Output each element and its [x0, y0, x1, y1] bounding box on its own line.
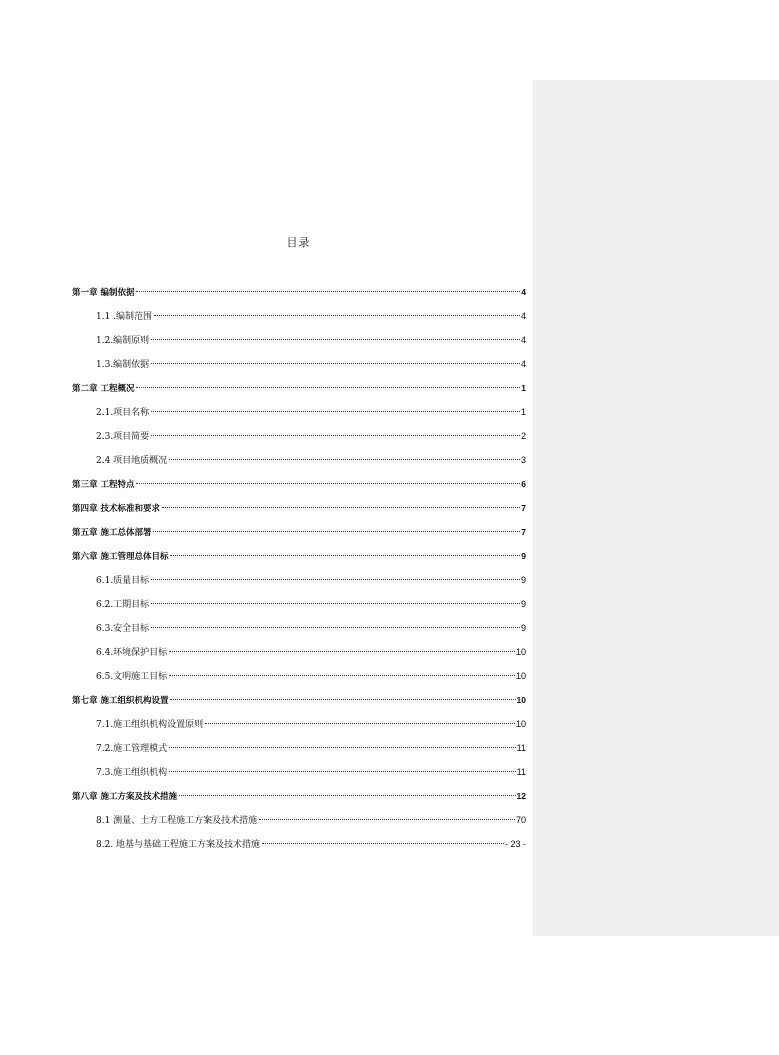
toc-dot-leader [154, 315, 520, 316]
toc-page-number: 9 [521, 551, 526, 561]
toc-page-number: 4 [520, 311, 526, 321]
toc-page-number: 7 [521, 527, 526, 537]
toc-entry-label: 1.1 .编制范围 [96, 312, 153, 322]
toc-page-number: 4 [521, 287, 526, 297]
toc-dot-leader [162, 507, 520, 508]
toc-section-entry[interactable] [72, 832, 526, 856]
toc-section-entry[interactable] [72, 352, 526, 376]
toc-entry-label: 8.1 测量、土方工程施工方案及技术措施 [96, 816, 258, 826]
comment-pane [533, 80, 779, 936]
toc-dot-leader [136, 483, 520, 484]
toc-dot-leader [262, 843, 504, 844]
toc-entry-label: 6.3.安全目标 [96, 624, 150, 634]
toc-dot-leader [151, 411, 520, 412]
toc-entry-label: 第七章 施工组织机构设置 [72, 696, 169, 706]
toc-entry-label: 7.2.施工管理模式 [96, 744, 168, 754]
toc-dot-leader [205, 723, 515, 724]
toc-section-entry[interactable] [72, 640, 526, 664]
toc-page-number: 1 [521, 383, 526, 393]
toc-dot-leader [151, 603, 520, 604]
toc-section-entry[interactable] [72, 568, 526, 592]
toc-entry-label: 8.2. 地基与基础工程施工方案及技术措施 [96, 840, 261, 850]
toc-page-number: 4 [520, 359, 526, 369]
toc-dot-leader [151, 339, 520, 340]
toc-page-number: 11 [516, 743, 526, 753]
toc-chapter-entry[interactable] [72, 784, 526, 808]
toc-dot-leader [170, 555, 520, 556]
toc-dot-leader [179, 795, 516, 796]
toc-page-number: 2 [520, 431, 526, 441]
toc-entry-label: 6.5.文明施工目标 [96, 672, 168, 682]
toc-section-entry[interactable] [72, 400, 526, 424]
toc-section-entry[interactable] [72, 664, 526, 688]
toc-entry-label: 1.3.编制依据 [96, 360, 150, 370]
toc-page-number: 10 [516, 695, 526, 705]
toc-entry-label: 2.1.项目名称 [96, 408, 150, 418]
toc-section-entry[interactable] [72, 712, 526, 736]
toc-entry-label: 6.4.环境保护目标 [96, 648, 168, 658]
toc-entry-label: 1.2.编制原则 [96, 336, 150, 346]
toc-dot-leader [151, 363, 520, 364]
toc-page-number: 6 [521, 479, 526, 489]
toc-entry-label: 第四章 技术标准和要求 [72, 504, 160, 514]
toc-dot-leader [151, 627, 520, 628]
toc-entry-label: 第五章 施工总体部署 [72, 528, 152, 538]
toc-dot-leader [151, 435, 520, 436]
toc-entry-label: 第八章 施工方案及技术措施 [72, 792, 177, 802]
toc-page-number: 7 [521, 503, 526, 513]
toc-entry-label: 第二章 工程概况 [72, 384, 135, 394]
toc-page-number: 1 [520, 407, 526, 417]
toc-dot-leader [136, 291, 520, 292]
toc-section-entry[interactable] [72, 424, 526, 448]
toc-entry-label: 7.3.施工组织机构 [96, 768, 168, 778]
toc-chapter-entry[interactable] [72, 496, 526, 520]
toc-title: 目录 [286, 236, 311, 249]
toc-page-number: 9 [520, 575, 526, 585]
toc-page-number: 10 [515, 719, 526, 729]
toc-entry-label: 第三章 工程特点 [72, 480, 135, 490]
toc-page-number: 11 [516, 767, 526, 777]
toc-dot-leader [153, 531, 520, 532]
toc-section-entry[interactable] [72, 304, 526, 328]
toc-chapter-entry[interactable] [72, 376, 526, 400]
toc-section-entry[interactable] [72, 736, 526, 760]
toc-chapter-entry[interactable] [72, 688, 526, 712]
toc-chapter-entry[interactable] [72, 280, 526, 304]
toc-dot-leader [151, 579, 520, 580]
toc-entry-label: 6.2.工期目标 [96, 600, 150, 610]
toc-dot-leader [136, 387, 520, 388]
toc-page-number: - 23 - [504, 839, 526, 849]
toc-dot-leader [169, 651, 515, 652]
toc-section-entry[interactable] [72, 448, 526, 472]
toc-page-number: 12 [516, 791, 526, 801]
toc-chapter-entry[interactable] [72, 544, 526, 568]
toc-section-entry[interactable] [72, 328, 526, 352]
toc-page-number: 10 [515, 647, 526, 657]
toc-page-number: 3 [520, 455, 526, 465]
toc-page-number: 10 [515, 671, 526, 681]
toc-dot-leader [259, 819, 515, 820]
toc-dot-leader [169, 459, 520, 460]
toc-entry-label: 7.1.施工组织机构设置原则 [96, 720, 204, 730]
toc-section-entry[interactable] [72, 808, 526, 832]
toc-page-number: 9 [520, 599, 526, 609]
toc-entry-label: 第六章 施工管理总体目标 [72, 552, 169, 562]
toc-entry-label: 6.1.质量目标 [96, 576, 150, 586]
toc-chapter-entry[interactable] [72, 472, 526, 496]
toc-entry-label: 2.3.项目简要 [96, 432, 150, 442]
table-of-contents [72, 280, 526, 856]
toc-entry-label: 第一章 编制依据 [72, 288, 135, 298]
toc-dot-leader [169, 747, 515, 748]
toc-dot-leader [170, 699, 515, 700]
toc-dot-leader [169, 675, 515, 676]
toc-page-number: 4 [520, 335, 526, 345]
toc-section-entry[interactable] [72, 760, 526, 784]
toc-page-number: 9 [520, 623, 526, 633]
toc-page-number: 70 [515, 815, 526, 825]
toc-entry-label: 2.4 项目地质概况 [96, 456, 168, 466]
toc-dot-leader [169, 771, 515, 772]
toc-section-entry[interactable] [72, 592, 526, 616]
toc-chapter-entry[interactable] [72, 520, 526, 544]
toc-section-entry[interactable] [72, 616, 526, 640]
